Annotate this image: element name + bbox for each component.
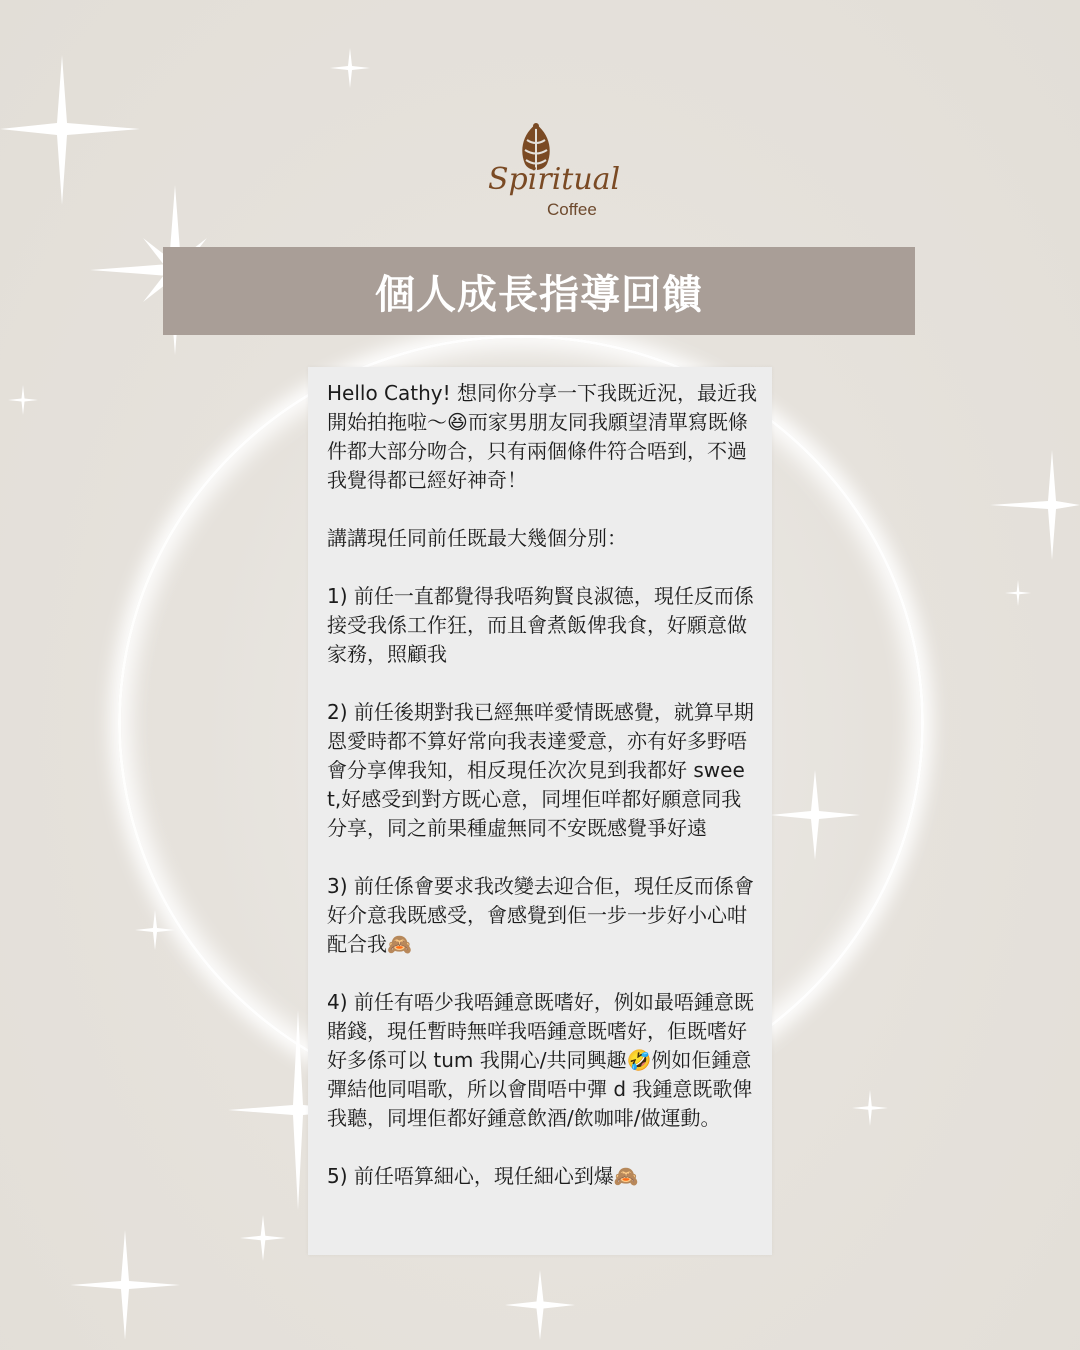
sparkle-star-icon bbox=[70, 1230, 180, 1340]
sparkle-star-icon bbox=[0, 55, 140, 205]
message-paragraph: 5) 前任唔算細心，現任細心到爆🙈 bbox=[327, 1164, 639, 1188]
brand-script-name: Spiritual bbox=[488, 162, 621, 197]
sparkle-star-icon bbox=[770, 770, 860, 860]
sparkle-star-icon bbox=[852, 1090, 888, 1126]
sparkle-star-icon bbox=[1005, 580, 1031, 606]
message-body bbox=[308, 367, 772, 1191]
sparkle-star-icon bbox=[505, 1270, 575, 1340]
message-screenshot bbox=[308, 367, 772, 1255]
message-paragraph: 1) 前任一直都覺得我唔夠賢良淑德，現任反而係接受我係工作狂，而且會煮飯俾我食，好願意做家務，照顧我 bbox=[327, 584, 754, 666]
message-paragraph: 講講現任同前任既最大幾個分別： bbox=[327, 526, 627, 550]
message-paragraph: Hello Cathy! 想同你分享一下我既近況，最近我開始拍拖啦～😆而家男朋友同我願望清單寫既條件都大部分吻合，只有兩個條件符合唔到，不過我覺得都已經好神奇！ bbox=[327, 381, 757, 492]
title-banner bbox=[163, 247, 915, 335]
message-paragraph: 3) 前任係會要求我改變去迎合佢，現任反而係會好介意我既感受，會感覺到佢一步一步好小心咁配合我🙈 bbox=[327, 874, 754, 956]
sparkle-star-icon bbox=[990, 450, 1080, 560]
sparkle-star-icon bbox=[8, 385, 38, 415]
sparkle-star-icon bbox=[240, 1215, 286, 1261]
sparkle-star-icon bbox=[135, 910, 175, 950]
message-paragraph: 4) 前任有唔少我唔鍾意既嗜好，例如最唔鍾意既賭錢，現任暫時無咩我唔鍾意既嗜好，佢既嗜好好多係可以 tum 我開心/共同興趣🤣例如佢鍾意彈結他同唱歌，所以會間唔中彈 d 我鍾意既歌俾我聽，同埋佢都好鍾意飲酒/飲咖啡/做運動。 bbox=[327, 990, 754, 1130]
brand-subtitle: Coffee bbox=[547, 200, 597, 219]
brand-logo bbox=[480, 120, 620, 235]
page-title: 個人成長指導回饋 bbox=[375, 270, 703, 318]
message-paragraph: 2) 前任後期對我已經無咩愛情既感覺，就算早期恩愛時都不算好常向我表達愛意，亦有好多野唔會分享俾我知，相反現任次次見到我都好 sweet,好感受到對方既心意，同埋佢咩都好願意同我分享，同之前果種虛無同不安既感覺爭好遠 bbox=[327, 700, 754, 840]
sparkle-star-icon bbox=[330, 48, 370, 88]
